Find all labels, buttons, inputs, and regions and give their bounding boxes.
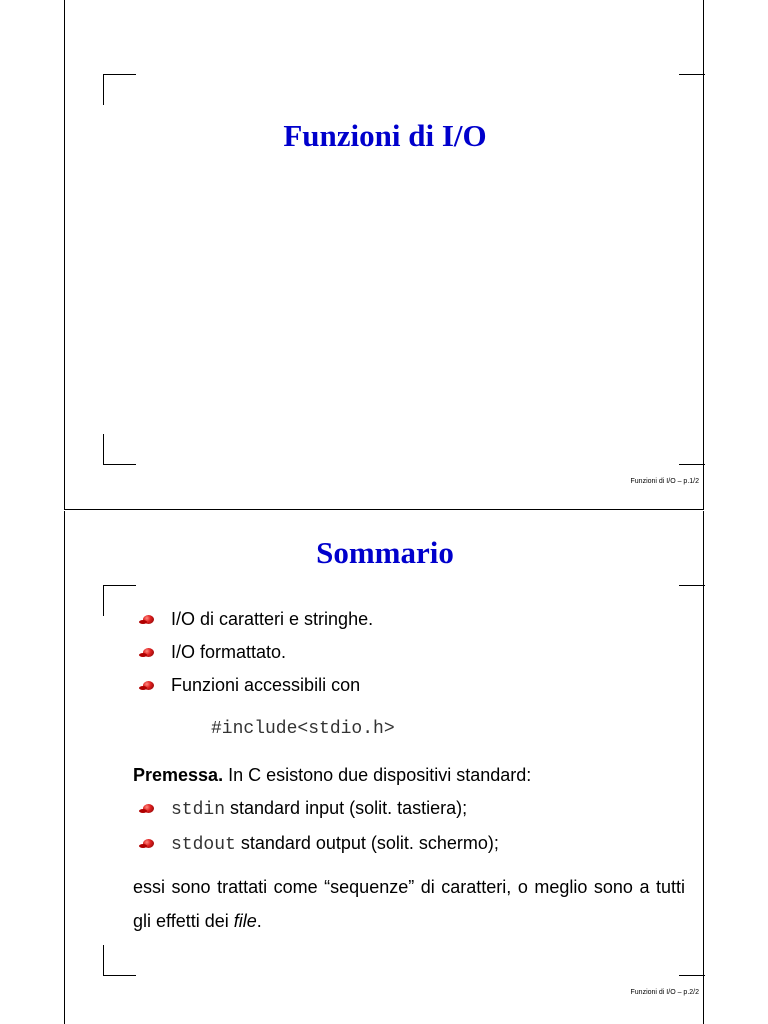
bullet-icon [143, 681, 154, 690]
list-item [139, 603, 373, 636]
list-item [139, 792, 499, 827]
slide-1 [64, 0, 704, 510]
list-item [139, 669, 373, 702]
slide-footer: Funzioni di I/O – p.1/2 [630, 478, 699, 485]
devices-list [139, 792, 499, 862]
premessa-text: In C esistono due dispositivi standard: [223, 765, 532, 785]
list-item [139, 636, 373, 669]
corner-mark-bottom-left [103, 434, 136, 465]
corner-mark-bottom-right [679, 975, 705, 976]
slide-2 [64, 511, 704, 1024]
corner-mark-bottom-left [103, 945, 136, 976]
closing-paragraph [133, 870, 685, 938]
bullet-icon [143, 648, 154, 657]
closing-text: essi sono trattati come “sequenze” di caratteri, o meglio sono a tutti gli effetti dei [133, 877, 685, 931]
list-item-text: Funzioni accessibili con [171, 675, 361, 695]
slide-title: Sommario [316, 535, 454, 570]
device-desc: standard output (solit. schermo); [235, 833, 499, 853]
corner-mark-right-top [703, 74, 704, 104]
premessa-label: Premessa. [133, 765, 224, 785]
bullet-icon [143, 839, 154, 848]
list-item-text: I/O formattato. [171, 642, 287, 662]
corner-mark-top-right [679, 74, 705, 75]
list-item-text: I/O di caratteri e stringhe. [171, 609, 374, 629]
closing-emphasis: file [233, 911, 257, 931]
slide-footer: Funzioni di I/O – p.2/2 [630, 989, 699, 996]
device-code: stdin [171, 800, 226, 820]
corner-mark-top-left [103, 585, 136, 616]
corner-mark-top-left [103, 74, 136, 105]
slide-title: Funzioni di I/O [283, 118, 487, 153]
list-item [139, 827, 499, 862]
corner-mark-right-bottom [703, 434, 704, 464]
summary-list [139, 603, 373, 702]
bullet-icon [143, 804, 154, 813]
closing-end: . [256, 911, 262, 931]
corner-mark-bottom-right [679, 464, 705, 465]
premessa-paragraph [133, 758, 685, 792]
device-desc: standard input (solit. tastiera); [225, 798, 468, 818]
include-directive: #include<stdio.h> [211, 719, 395, 739]
bullet-icon [143, 615, 154, 624]
corner-mark-top-right [679, 585, 705, 586]
device-code: stdout [171, 835, 236, 855]
